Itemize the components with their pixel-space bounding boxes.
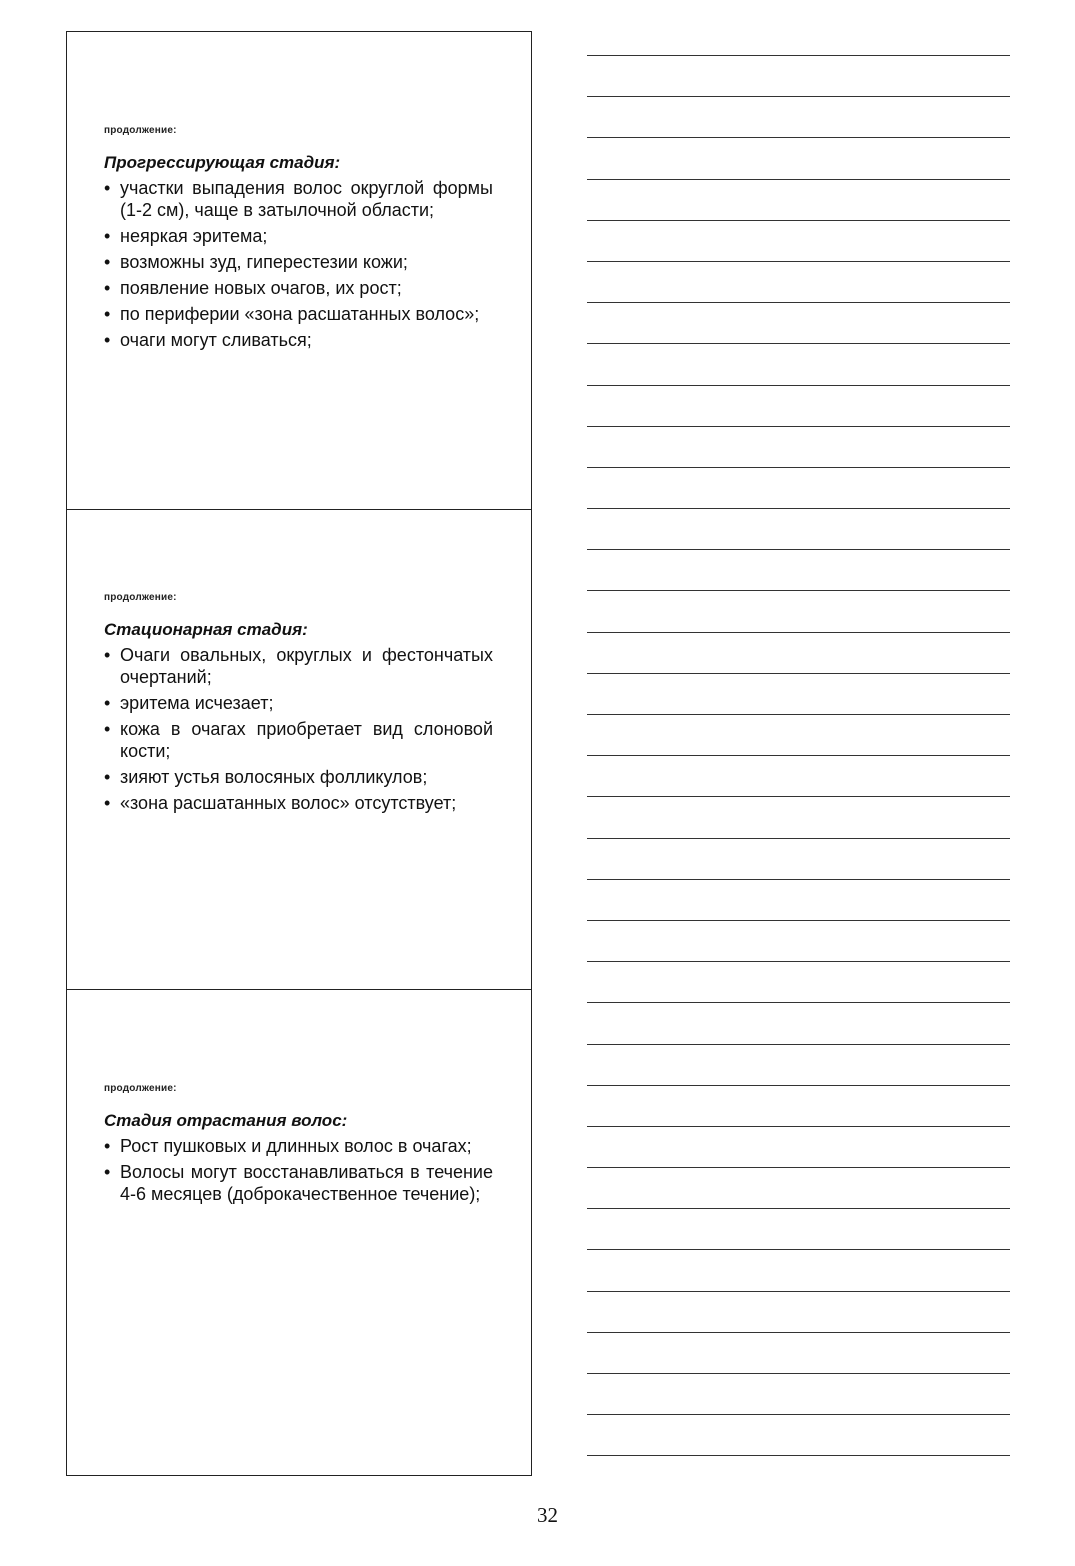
list-item-text: Рост пушковых и длинных волос в очагах;: [120, 1136, 472, 1156]
note-line: [587, 1373, 1010, 1414]
list-item-text: очаги могут сливаться;: [120, 330, 312, 350]
bullet-icon: •: [104, 252, 111, 272]
note-line: [587, 220, 1010, 261]
slide-label: продолжение:: [104, 1083, 177, 1094]
bullet-icon: •: [104, 1136, 111, 1156]
note-line: [587, 55, 1010, 96]
list-item: [104, 792, 493, 814]
list-item-text: по периферии «зона расшатанных волос»;: [120, 304, 480, 324]
bullet-icon: •: [104, 645, 111, 665]
bullet-list: [104, 644, 493, 814]
note-line: [587, 179, 1010, 220]
note-line: [587, 343, 1010, 384]
note-line: [587, 549, 1010, 590]
list-item-text: кожа в очагах приобретает вид слоновой кости;: [120, 719, 493, 761]
list-item: [104, 644, 493, 688]
list-item: [104, 1161, 493, 1205]
list-item-text: появление новых очагов, их рост;: [120, 278, 402, 298]
note-line: [587, 838, 1010, 879]
note-line: [587, 632, 1010, 673]
bullet-icon: •: [104, 767, 111, 787]
slide-heading: Стадия отрастания волос:: [104, 1111, 348, 1130]
note-line: [587, 879, 1010, 920]
note-line: [587, 961, 1010, 1002]
note-line: [587, 137, 1010, 178]
bullet-icon: •: [104, 693, 111, 713]
slide-progressive-stage: [67, 32, 531, 510]
note-line: [587, 673, 1010, 714]
note-line: [587, 755, 1010, 796]
note-line: [587, 714, 1010, 755]
note-line: [587, 1085, 1010, 1126]
list-item-text: Очаги овальных, округлых и фестончатых очертаний;: [120, 645, 493, 687]
slide-regrowth-stage: [67, 990, 531, 1474]
list-item: [104, 251, 493, 273]
note-line: [587, 1126, 1010, 1167]
note-line: [587, 1208, 1010, 1249]
bullet-icon: •: [104, 226, 111, 246]
note-line: [587, 1332, 1010, 1373]
bullet-icon: •: [104, 793, 111, 813]
bullet-icon: •: [104, 1162, 111, 1182]
slides-column: [66, 31, 532, 1476]
slide-heading: Прогрессирующая стадия:: [104, 153, 341, 172]
list-item: [104, 1135, 493, 1157]
list-item: [104, 225, 493, 247]
note-line: [587, 96, 1010, 137]
bullet-list: [104, 1135, 493, 1205]
list-item-text: зияют устья волосяных фолликулов;: [120, 767, 428, 787]
list-item: [104, 329, 493, 351]
bullet-icon: •: [104, 719, 111, 739]
note-line: [587, 426, 1010, 467]
page-number: 32: [537, 1503, 558, 1527]
slide-label: продолжение:: [104, 125, 177, 136]
list-item-text: эритема исчезает;: [120, 693, 274, 713]
note-line: [587, 920, 1010, 961]
list-item-text: участки выпадения волос округлой формы (1-2 см), чаще в затылочной области;: [120, 178, 493, 220]
note-line: [587, 508, 1010, 549]
note-line: [587, 467, 1010, 508]
bullet-icon: •: [104, 330, 111, 350]
list-item-text: неяркая эритема;: [120, 226, 268, 246]
note-line: [587, 261, 1010, 302]
list-item-text: Волосы могут восстанавливаться в течение 4-6 месяцев (доброкачественное течение);: [120, 1162, 493, 1204]
list-item: [104, 692, 493, 714]
note-line: [587, 1455, 1010, 1496]
list-item: [104, 177, 493, 221]
note-line: [587, 590, 1010, 631]
list-item: [104, 303, 493, 325]
list-item-text: «зона расшатанных волос» отсутствует;: [120, 793, 457, 813]
bullet-list: [104, 177, 493, 351]
bullet-icon: •: [104, 304, 111, 324]
note-line: [587, 1167, 1010, 1208]
note-line: [587, 302, 1010, 343]
bullet-icon: •: [104, 178, 111, 198]
slide-heading: Стационарная стадия:: [104, 620, 308, 639]
note-line: [587, 796, 1010, 837]
note-line: [587, 385, 1010, 426]
note-line: [587, 1414, 1010, 1455]
notes-lines-column: [587, 55, 1010, 1497]
bullet-icon: •: [104, 278, 111, 298]
note-line: [587, 1044, 1010, 1085]
list-item: [104, 766, 493, 788]
note-line: [587, 1249, 1010, 1290]
list-item: [104, 718, 493, 762]
list-item: [104, 277, 493, 299]
slide-label: продолжение:: [104, 592, 177, 603]
note-line: [587, 1002, 1010, 1043]
slide-stationary-stage: [67, 510, 531, 990]
note-line: [587, 1291, 1010, 1332]
list-item-text: возможны зуд, гиперестезии кожи;: [120, 252, 408, 272]
